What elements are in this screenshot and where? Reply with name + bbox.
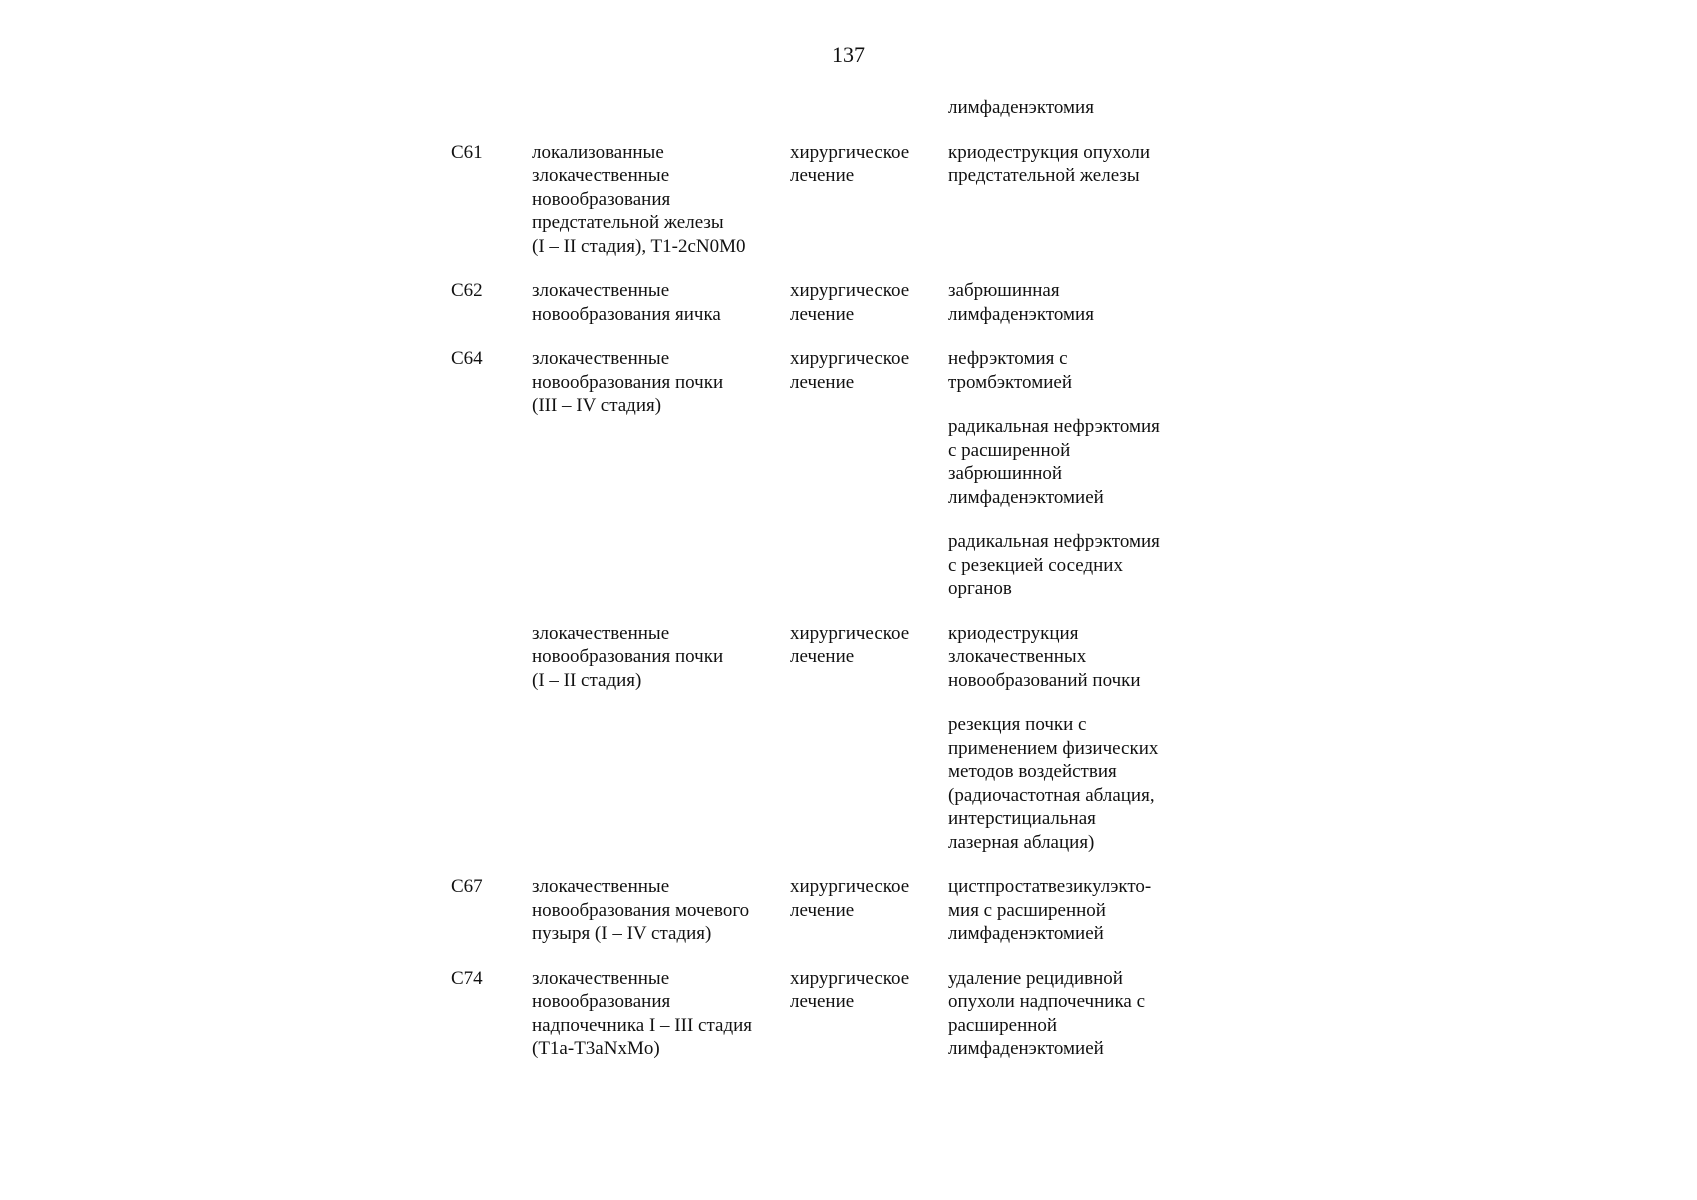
table-row (451, 622, 1211, 855)
text-line: органов (948, 578, 1012, 599)
text-line: (I – II стадия), T1-2cN0M0 (532, 235, 746, 257)
text-line: забрюшинной (948, 463, 1063, 484)
method-item (948, 279, 1211, 326)
treatment-methods (948, 141, 1211, 188)
treatment-type (790, 622, 948, 669)
text-line: хирургическое (790, 280, 910, 301)
text-line: злокачественные (532, 165, 670, 186)
text-line: лечение (790, 165, 855, 186)
table-row (451, 141, 1211, 259)
text-line: хирургическое (790, 348, 910, 369)
text-line: злокачественные (532, 622, 670, 644)
text-line: злокачественных (948, 646, 1087, 667)
treatment-type (790, 141, 948, 188)
page-number: 137 (832, 42, 865, 67)
table-row (451, 875, 1211, 946)
text-line: лечение (790, 899, 855, 921)
text-line: новообразования почки (532, 646, 724, 667)
text-line: злокачественные (532, 348, 670, 369)
disease-description (532, 967, 790, 1061)
method-item (948, 967, 1211, 1061)
text-line: нефрэктомия с (948, 348, 1068, 369)
text-line: методов воздействия (948, 761, 1117, 782)
text-line: новообразования (532, 991, 671, 1012)
icd-code: С74 (451, 967, 483, 989)
disease-description (532, 622, 790, 693)
text-line: новообразования яичка (532, 303, 721, 325)
text-line: радикальная нефрэктомия (948, 531, 1160, 552)
text-line: пузыря (I – IV стадия) (532, 923, 712, 944)
text-line: злокачественные (532, 280, 670, 301)
method-item (948, 713, 1211, 854)
method-item (948, 141, 1211, 188)
text-line: тромбэктомией (948, 371, 1072, 393)
text-line: интерстициальная (948, 808, 1096, 829)
disease-description (532, 875, 790, 946)
text-line: применением физических (948, 737, 1159, 759)
text-line: цистпростатвезикулэкто- (948, 876, 1152, 897)
text-line: забрюшинная (948, 280, 1060, 301)
treatment-methods (948, 875, 1211, 946)
text-line: (III – IV стадия) (532, 395, 662, 416)
text-line: лимфаденэктомия (948, 303, 1094, 325)
text-line: (I – II стадия) (532, 669, 642, 691)
treatment-type (790, 967, 948, 1014)
text-line: новообразования мочевого (532, 899, 750, 921)
method-item (948, 415, 1211, 509)
treatment-type (790, 347, 948, 394)
disease-description (532, 279, 790, 326)
text-line: хирургическое (790, 622, 910, 644)
text-line: лимфаденэктомией (948, 486, 1104, 508)
text-line: лечение (790, 991, 855, 1012)
text-line: новообразований почки (948, 669, 1141, 691)
text-line: с расширенной (948, 439, 1071, 461)
procedure-table (451, 96, 1211, 1082)
text-line: хирургическое (790, 141, 910, 163)
method-item (948, 622, 1211, 693)
text-line: криодеструкция опухоли (948, 141, 1151, 163)
text-line: лимфаденэктомией (948, 923, 1104, 944)
text-line: злокачественные (532, 876, 670, 897)
text-line: новообразования почки (532, 371, 724, 393)
text-line: локализованные (532, 141, 664, 163)
table-row (451, 347, 1211, 601)
text-line: лечение (790, 303, 855, 325)
text-line: злокачественные (532, 967, 670, 989)
text-line: мия с расширенной (948, 899, 1106, 921)
continuation-row (451, 96, 1211, 120)
text-line: хирургическое (790, 876, 910, 897)
text-line: лазерная аблация) (948, 831, 1095, 853)
text-line: новообразования (532, 188, 671, 210)
table-row (451, 967, 1211, 1061)
treatment-type (790, 279, 948, 326)
text-line: предстательной железы (532, 212, 724, 233)
disease-description (532, 347, 790, 418)
text-line: хирургическое (790, 967, 910, 989)
text-line: лечение (790, 646, 855, 667)
text-line: надпочечника I – III стадия (532, 1014, 753, 1036)
text-line: лимфаденэктомией (948, 1038, 1104, 1059)
treatment-type (790, 875, 948, 922)
icd-code: С61 (451, 141, 483, 163)
icd-code: С62 (451, 280, 483, 301)
text-line: опухоли надпочечника с (948, 991, 1146, 1012)
text-line: с резекцией соседних (948, 554, 1123, 576)
disease-description (532, 141, 790, 259)
continuation-method: лимфаденэктомия (948, 97, 1094, 118)
icd-code: С64 (451, 348, 483, 369)
treatment-methods (948, 967, 1211, 1061)
method-item (948, 347, 1211, 394)
treatment-methods (948, 622, 1211, 855)
text-line: криодеструкция (948, 622, 1079, 644)
text-line: удаление рецидивной (948, 967, 1123, 989)
text-line: (радиочастотная аблация, (948, 784, 1155, 806)
text-line: расширенной (948, 1014, 1058, 1036)
icd-code: С67 (451, 876, 483, 897)
text-line: радикальная нефрэктомия (948, 416, 1160, 437)
text-line: (T1a-T3aNxMo) (532, 1038, 660, 1059)
text-line: предстательной железы (948, 165, 1140, 186)
method-item (948, 875, 1211, 946)
treatment-methods (948, 347, 1211, 601)
method-item (948, 530, 1211, 601)
treatment-methods (948, 279, 1211, 326)
text-line: резекция почки с (948, 714, 1087, 735)
text-line: лечение (790, 371, 855, 393)
table-row (451, 279, 1211, 326)
